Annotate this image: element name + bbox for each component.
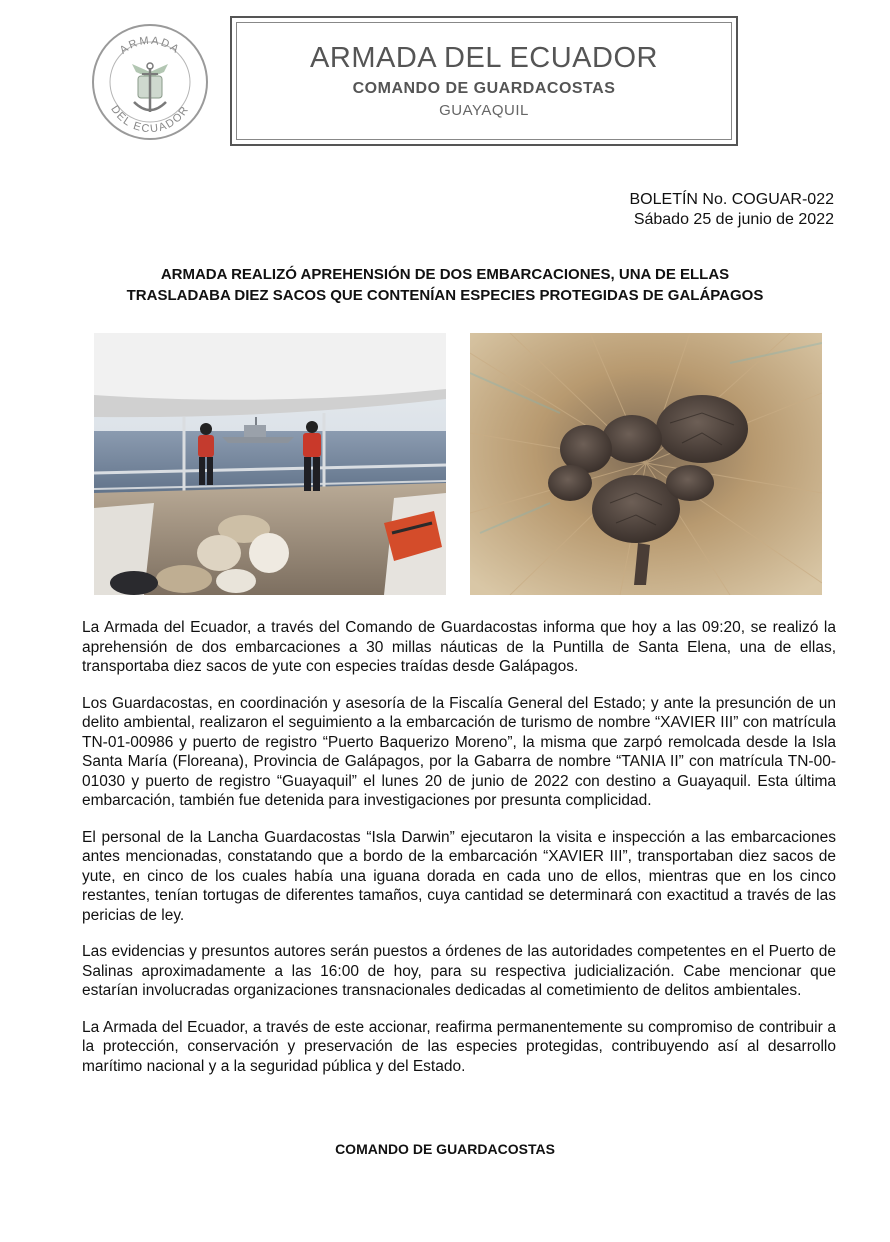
paragraph-4: Las evidencias y presuntos autores serán puestos a órdenes de las autoridades competentes en el Puerto de Salinas aproximadamente a las 16:00 de hoy, para su respectiva judicialización. Cabe mencionar que estarían involucradas organizaciones transnacionales dedicadas al cometimiento de delitos ambientales. <box>82 943 836 999</box>
headline-line-2: TRASLADABA DIEZ SACOS QUE CONTENÍAN ESPECIES PROTEGIDAS DE GALÁPAGOS <box>126 287 764 304</box>
article-body <box>82 618 836 1093</box>
paragraph-5: La Armada del Ecuador, a través de este accionar, reafirma permanentemente su compromiso de contribuir a la protección, conservación y preservación de las especies protegidas, contribuyendo así al desarrollo marítimo nacional y a la seguridad pública y del Estado. <box>82 1018 836 1075</box>
paragraph-3: El personal de la Lancha Guardacostas “Isla Darwin” ejecutaron la visita e inspección a las embarcaciones antes mencionadas, constatando que a bordo de la embarcación “XAVIER III”, transportaban diez sacos de yute, en cinco de los cuales había una iguana dorada en cada uno de ellos, mientras que en los cinco restantes, tenían tortugas de diferentes tamaños, cuya cantidad se determinará con exactitud a través de las pericias de ley. <box>82 828 836 924</box>
headline-line-1: ARMADA REALIZÓ APREHENSIÓN DE DOS EMBARCACIONES, UNA DE ELLAS <box>160 266 730 283</box>
bulletin-date: Sábado 25 de junio de 2022 <box>633 211 834 228</box>
svg-text:ARMADA: ARMADA <box>117 34 183 57</box>
paragraph-1: La Armada del Ecuador, a través del Comando de Guardacostas informa que hoy a las 09:20, se realizó la aprehensión de dos embarcaciones a 30 millas náuticas de la Puntilla de Santa Elena, una de ellas, transportaba diez sacos de yute con especies traídas desde Galápagos. <box>82 619 836 675</box>
headline <box>60 264 830 306</box>
letterhead-title: ARMADA DEL ECUADOR <box>310 42 658 74</box>
letterhead-box <box>230 16 738 146</box>
photo-tortoises-in-sack <box>470 333 822 595</box>
footer-signature: COMANDO DE GUARDACOSTAS <box>335 1141 555 1157</box>
bulletin-info <box>630 190 835 230</box>
svg-text:DEL ECUADOR: DEL ECUADOR <box>108 103 192 136</box>
navy-seal-logo <box>90 22 210 142</box>
letterhead-city: GUAYAQUIL <box>439 102 529 119</box>
paragraph-2: Los Guardacostas, en coordinación y asesoría de la Fiscalía General del Estado; y ante la presunción de un delito ambiental, realizaron el seguimiento a la embarcación de turismo de nombre “XAVIER III” con matrícula TN-01-00986 y puerto de registro “Puerto Baquerizo Moreno”, la misma que zarpó remolcada desde la Isla Santa María (Floreana), Provincia de Galápagos, por la Gabarra de nombre “TANIA II” con matrícula TN-00-01030 y puerto de registro “Guayaquil” el lunes 20 de junio de 2022 con destino a Guayaquil. Esta última embarcación, también fue detenida para investigaciones por presunta complicidad. <box>82 694 836 809</box>
bulletin-number: BOLETÍN No. COGUAR-022 <box>629 191 834 208</box>
photo-boat-deck <box>94 333 446 595</box>
letterhead-subtitle: COMANDO DE GUARDACOSTAS <box>352 80 616 97</box>
